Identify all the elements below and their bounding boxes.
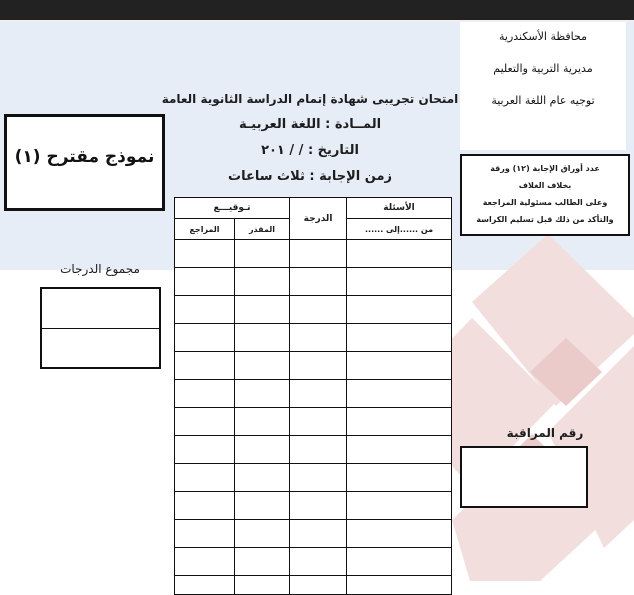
exam-date: التاريخ : / / ٢٠١	[261, 143, 359, 158]
table-cell[interactable]	[290, 380, 347, 408]
table-row	[175, 548, 452, 576]
table-cell[interactable]	[235, 576, 290, 595]
table-cell[interactable]	[175, 296, 235, 324]
table-cell[interactable]	[347, 492, 452, 520]
grades-table	[174, 197, 452, 595]
table-row	[175, 492, 452, 520]
reviewer-header: المراجع	[175, 219, 235, 240]
table-cell[interactable]	[175, 324, 235, 352]
table-header-row	[175, 198, 452, 219]
table-cell[interactable]	[175, 548, 235, 576]
table-row	[175, 436, 452, 464]
grade-header: الدرجة	[290, 198, 347, 240]
table-cell[interactable]	[290, 408, 347, 436]
signature-header: تـوقيـــع	[175, 198, 290, 219]
table-row	[175, 464, 452, 492]
table-cell[interactable]	[175, 492, 235, 520]
totals-label: مجموع الدرجات	[60, 262, 140, 276]
exam-subject: المــادة : اللغة العربيـة	[238, 117, 382, 132]
table-row	[175, 520, 452, 548]
table-cell[interactable]	[347, 408, 452, 436]
proctor-number-box[interactable]	[460, 446, 588, 508]
table-row	[175, 408, 452, 436]
model-box	[4, 114, 165, 211]
table-cell[interactable]	[235, 436, 290, 464]
table-cell[interactable]	[235, 520, 290, 548]
directorate-label: مديرية التربية والتعليم	[493, 62, 593, 75]
questions-range: من ......إلى ......	[347, 219, 452, 240]
totals-box[interactable]	[40, 287, 161, 369]
table-cell[interactable]	[175, 408, 235, 436]
table-cell[interactable]	[290, 436, 347, 464]
table-row	[175, 296, 452, 324]
table-row	[175, 380, 452, 408]
table-cell[interactable]	[290, 268, 347, 296]
note-line: وعلى الطالب مسئولية المراجعة	[482, 198, 608, 207]
table-cell[interactable]	[347, 520, 452, 548]
table-cell[interactable]	[290, 240, 347, 268]
table-cell[interactable]	[347, 240, 452, 268]
table-cell[interactable]	[175, 352, 235, 380]
table-cell[interactable]	[175, 436, 235, 464]
totals-divider	[42, 328, 159, 329]
table-cell[interactable]	[175, 576, 235, 595]
table-cell[interactable]	[347, 268, 452, 296]
table-cell[interactable]	[347, 296, 452, 324]
note-line: عدد أوراق الإجابة (١٢) ورقة	[490, 164, 600, 173]
table-cell[interactable]	[175, 240, 235, 268]
table-cell[interactable]	[290, 464, 347, 492]
note-line: بخلاف الغلاف	[518, 181, 572, 190]
table-cell[interactable]	[347, 436, 452, 464]
table-row	[175, 324, 452, 352]
info-panel	[460, 22, 626, 150]
table-cell[interactable]	[290, 352, 347, 380]
answer-sheet-note	[460, 154, 630, 236]
table-row	[175, 576, 452, 595]
table-cell[interactable]	[235, 380, 290, 408]
proctor-number-label: رقم المراقبة	[506, 426, 584, 440]
table-row	[175, 268, 452, 296]
table-cell[interactable]	[290, 548, 347, 576]
table-cell[interactable]	[235, 324, 290, 352]
table-cell[interactable]	[175, 380, 235, 408]
table-cell[interactable]	[347, 352, 452, 380]
table-cell[interactable]	[235, 268, 290, 296]
model-label: نموذج مقترح (١)	[14, 147, 155, 167]
questions-header: الأسئلة	[347, 198, 452, 219]
table-cell[interactable]	[175, 520, 235, 548]
table-cell[interactable]	[290, 520, 347, 548]
table-cell[interactable]	[175, 464, 235, 492]
table-cell[interactable]	[347, 380, 452, 408]
exam-duration: زمن الإجابة : ثلاث ساعات	[228, 169, 392, 184]
table-cell[interactable]	[235, 240, 290, 268]
table-row	[175, 352, 452, 380]
table-cell[interactable]	[235, 352, 290, 380]
table-cell[interactable]	[347, 548, 452, 576]
inspection-label: توجيه عام اللغة العربية	[491, 94, 595, 107]
table-cell[interactable]	[235, 492, 290, 520]
table-cell[interactable]	[290, 492, 347, 520]
table-cell[interactable]	[235, 408, 290, 436]
table-cell[interactable]	[235, 296, 290, 324]
table-cell[interactable]	[347, 576, 452, 595]
table-cell[interactable]	[290, 576, 347, 595]
table-cell[interactable]	[175, 268, 235, 296]
exam-title: امتحان تجريبى شهادة إتمام الدراسة الثانوية العامة	[161, 92, 459, 106]
table-cell[interactable]	[235, 464, 290, 492]
grader-header: المقدر	[235, 219, 290, 240]
note-line: والتأكد من ذلك قبل تسليم الكراسة	[476, 215, 614, 224]
table-cell[interactable]	[347, 324, 452, 352]
table-cell[interactable]	[290, 324, 347, 352]
table-cell[interactable]	[290, 296, 347, 324]
governorate-label: محافظة الأسكندرية	[498, 30, 587, 43]
table-row	[175, 240, 452, 268]
table-cell[interactable]	[347, 464, 452, 492]
table-cell[interactable]	[235, 548, 290, 576]
